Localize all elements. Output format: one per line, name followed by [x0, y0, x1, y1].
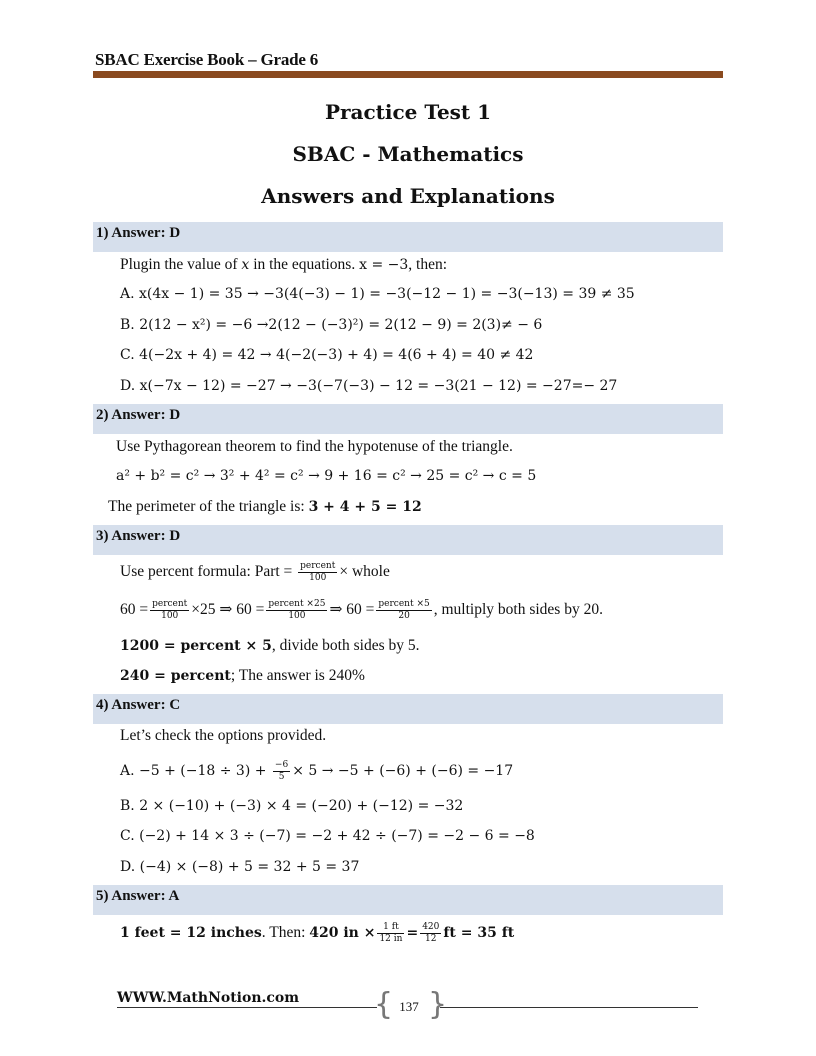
q5-l1-b: . Then:: [261, 924, 310, 942]
q1-option-d: D. x(−7x − 12) = −27 → −3(−7(−3) − 12 = −3(21 − 12) = −27=− 27: [120, 378, 618, 394]
q5-l1-eq: =: [406, 925, 419, 942]
header-rule: [93, 71, 723, 78]
q3-l2-f1-num: percent: [152, 599, 188, 609]
book-title: SBAC Exercise Book – Grade 6: [95, 50, 319, 69]
q3-formula: [120, 561, 390, 584]
q3-line-2: [120, 599, 603, 622]
q1-intro-post: , then:: [408, 256, 448, 273]
q5-f1-num: 1 ft: [377, 922, 404, 934]
q4-a-num: −6: [274, 760, 289, 770]
q2-intro: Use Pythagorean theorem to find the hypotenuse of the triangle.: [116, 438, 513, 455]
q3-l2-f2-num: percent ×25: [268, 599, 326, 609]
q3-l2-f1-den: 100: [161, 611, 179, 621]
q1-intro-eq: x = −3: [359, 257, 409, 273]
q3-l2-b: ×25 ⇒ 60 =: [191, 601, 265, 619]
q5-line-1: [120, 922, 514, 945]
q5-l1-d: ft = 35 ft: [443, 925, 515, 942]
q4-option-b: B. 2 × (−10) + (−3) × 4 = (−20) + (−12) = −32: [120, 798, 464, 814]
q4-option-c: C. (−2) + 14 × 3 ÷ (−7) = −2 + 42 ÷ (−7) = −2 − 6 = −8: [120, 828, 535, 844]
footer-rule-right: [440, 1007, 698, 1008]
q4-option-a: [120, 760, 513, 783]
q4-a-den: 5: [278, 772, 285, 782]
answer-4-label: 4) Answer: C: [96, 697, 181, 713]
page-bracket-right-icon: }: [428, 987, 448, 1022]
q3-formula-post: × whole: [339, 563, 390, 581]
answer-band-2: [93, 404, 723, 434]
q3-line-3: [120, 636, 420, 656]
q1-intro-mid: in the equations.: [249, 256, 360, 273]
answer-band-4: [93, 694, 723, 724]
q4-a-fraction: [273, 760, 290, 783]
q5-l1-c: 420 in ×: [309, 925, 376, 942]
answer-3-label: 3) Answer: D: [96, 528, 181, 544]
footer-rule-left: [117, 1007, 377, 1008]
q1-option-c: C. 4(−2x + 4) = 42 → 4(−2(−3) + 4) = 4(6 + 4) = 40 ≠ 42: [120, 347, 534, 363]
page-bracket-left-icon: {: [374, 987, 394, 1022]
section-title: Answers and Explanations: [261, 184, 555, 208]
q1-option-b: B. 2(12 − x²) = −6 →2(12 − (−3)²) = 2(12 − 9) = 2(3)≠ − 6: [120, 317, 543, 333]
answer-5-label: 5) Answer: A: [96, 888, 180, 904]
q3-formula-num: percent: [300, 561, 336, 571]
q4-option-d: D. (−4) × (−8) + 5 = 32 + 5 = 37: [120, 859, 360, 875]
q3-l2-a: 60 =: [120, 601, 149, 619]
q5-fraction-2: [420, 922, 441, 945]
q5-fraction-1: [377, 922, 404, 945]
q5-f2-num: 420: [422, 922, 440, 932]
q3-l2-f3-den: 20: [398, 611, 410, 621]
q3-l4-eq: 240 = percent: [120, 668, 231, 684]
q1-intro-pre: Plugin the value of: [120, 256, 242, 273]
subject-title: SBAC - Mathematics: [292, 142, 524, 166]
q5-f2-den: 12: [425, 934, 437, 944]
q1-intro: [120, 255, 447, 275]
q5-l1-a: 1 feet = 12 inches: [120, 925, 262, 942]
q3-formula-den: 100: [309, 573, 327, 583]
q3-l3-eq: 1200 = percent × 5: [120, 638, 272, 654]
answer-band-3: [93, 525, 723, 555]
q4-a-pre: A. −5 + (−18 ÷ 3) +: [120, 763, 271, 780]
q2-perimeter-eq: 3 + 4 + 5 = 12: [308, 499, 422, 515]
q3-l2-f3-num: percent ×5: [378, 599, 430, 609]
answer-band-1: [93, 222, 723, 252]
q2-equation: a² + b² = c² → 3² + 4² = c² → 9 + 16 = c² → 25 = c² → c = 5: [116, 468, 537, 484]
q3-l2-fraction-1: [150, 599, 189, 622]
q3-l2-f2-den: 100: [288, 611, 306, 621]
q2-perimeter: [108, 497, 422, 517]
q3-l2-c: ⇒ 60 =: [329, 601, 375, 619]
practice-test-title: Practice Test 1: [324, 100, 492, 124]
q3-l3-text: , divide both sides by 5.: [271, 637, 420, 654]
q4-a-post: × 5 → −5 + (−6) + (−6) = −17: [292, 763, 514, 780]
q3-l4-text: ; The answer is 240%: [230, 667, 365, 684]
q1-intro-var: x: [241, 257, 250, 273]
answer-1-label: 1) Answer: D: [96, 225, 181, 241]
q3-l2-d: , multiply both sides by 20.: [433, 601, 603, 619]
q5-f1-den: 12 in: [379, 934, 403, 944]
answer-2-label: 2) Answer: D: [96, 407, 181, 423]
q3-l2-fraction-2: [266, 599, 327, 622]
answer-band-5: [93, 885, 723, 915]
q3-formula-fraction: [298, 561, 337, 584]
q3-line-4: [120, 666, 365, 686]
q2-perimeter-text: The perimeter of the triangle is:: [108, 498, 309, 515]
page-number: 137: [399, 999, 419, 1014]
q1-option-a: A. x(4x − 1) = 35 → −3(4(−3) − 1) = −3(−12 − 1) = −3(−13) = 39 ≠ 35: [120, 286, 635, 302]
q4-intro: Let’s check the options provided.: [120, 727, 327, 744]
q3-formula-pre: Use percent formula: Part =: [120, 563, 297, 581]
footer-website: WWW.MathNotion.com: [117, 990, 300, 1006]
q3-l2-fraction-3: [376, 599, 431, 622]
